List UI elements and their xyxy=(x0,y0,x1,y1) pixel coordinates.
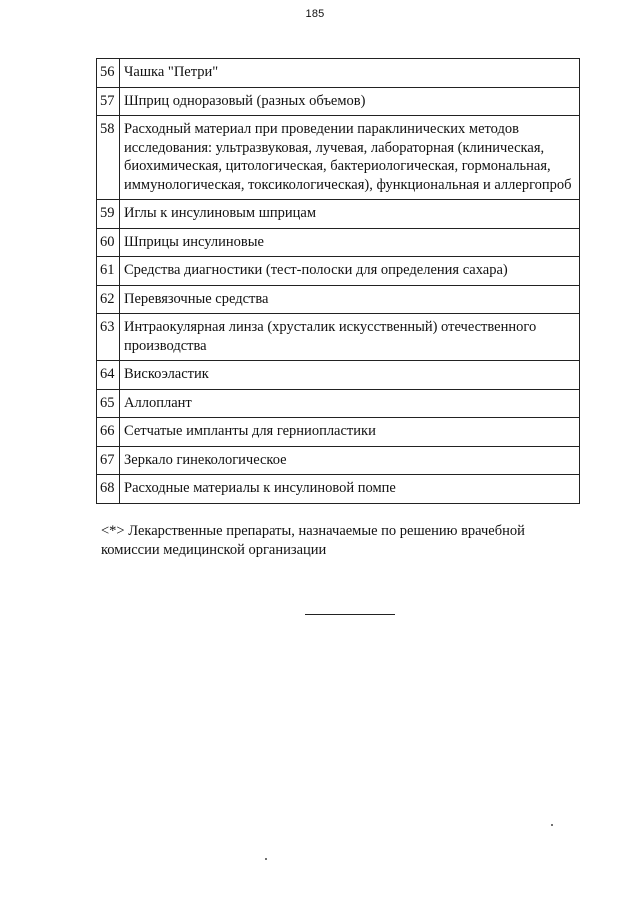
page-number: 185 xyxy=(305,8,325,20)
footnote: <*> Лекарственные препараты, назначаемые по решению врачебной комиссии медицинской организации xyxy=(101,523,525,558)
row-number: 63 xyxy=(97,314,120,361)
table-row xyxy=(97,418,580,447)
row-number: 65 xyxy=(97,389,120,418)
row-number: 59 xyxy=(97,200,120,229)
scan-speck xyxy=(265,858,267,860)
row-text: Вискоэластик xyxy=(120,361,580,390)
row-number: 64 xyxy=(97,361,120,390)
row-text: Шприцы инсулиновые xyxy=(120,228,580,257)
row-text: Чашка "Петри" xyxy=(120,59,580,88)
row-text: Интраокулярная линза (хрусталик искусственный) отечественного производства xyxy=(120,314,580,361)
row-number: 68 xyxy=(97,475,120,504)
scan-speck xyxy=(551,824,553,826)
row-text: Средства диагностики (тест-полоски для определения сахара) xyxy=(120,257,580,286)
row-text: Перевязочные средства xyxy=(120,285,580,314)
table-row xyxy=(97,285,580,314)
row-text: Аллоплант xyxy=(120,389,580,418)
table-row xyxy=(97,446,580,475)
row-text: Расходные материалы к инсулиновой помпе xyxy=(120,475,580,504)
table-row xyxy=(97,87,580,116)
row-number: 57 xyxy=(97,87,120,116)
row-text: Расходный материал при проведении параклинических методов исследования: ультразвуковая, лучевая, лабораторная (клиническая, биохимическая, цитологическая, бактериологическая, гормональная, иммунологическая, токсикологическая), функциональная и аллергопроб xyxy=(120,116,580,200)
row-number: 56 xyxy=(97,59,120,88)
table-row xyxy=(97,200,580,229)
row-number: 60 xyxy=(97,228,120,257)
row-text: Шприц одноразовый (разных объемов) xyxy=(120,87,580,116)
row-text: Сетчатые импланты для герниопластики xyxy=(120,418,580,447)
row-number: 62 xyxy=(97,285,120,314)
table-row xyxy=(97,475,580,504)
table-row xyxy=(97,116,580,200)
table-row xyxy=(97,228,580,257)
row-number: 61 xyxy=(97,257,120,286)
row-text: Зеркало гинекологическое xyxy=(120,446,580,475)
row-number: 58 xyxy=(97,116,120,200)
row-number: 66 xyxy=(97,418,120,447)
table-row xyxy=(97,257,580,286)
closing-rule xyxy=(305,614,395,615)
row-number: 67 xyxy=(97,446,120,475)
table-row xyxy=(97,59,580,88)
row-text: Иглы к инсулиновым шприцам xyxy=(120,200,580,229)
table-row xyxy=(97,314,580,361)
items-table xyxy=(96,58,580,504)
table-row xyxy=(97,361,580,390)
table-row xyxy=(97,389,580,418)
